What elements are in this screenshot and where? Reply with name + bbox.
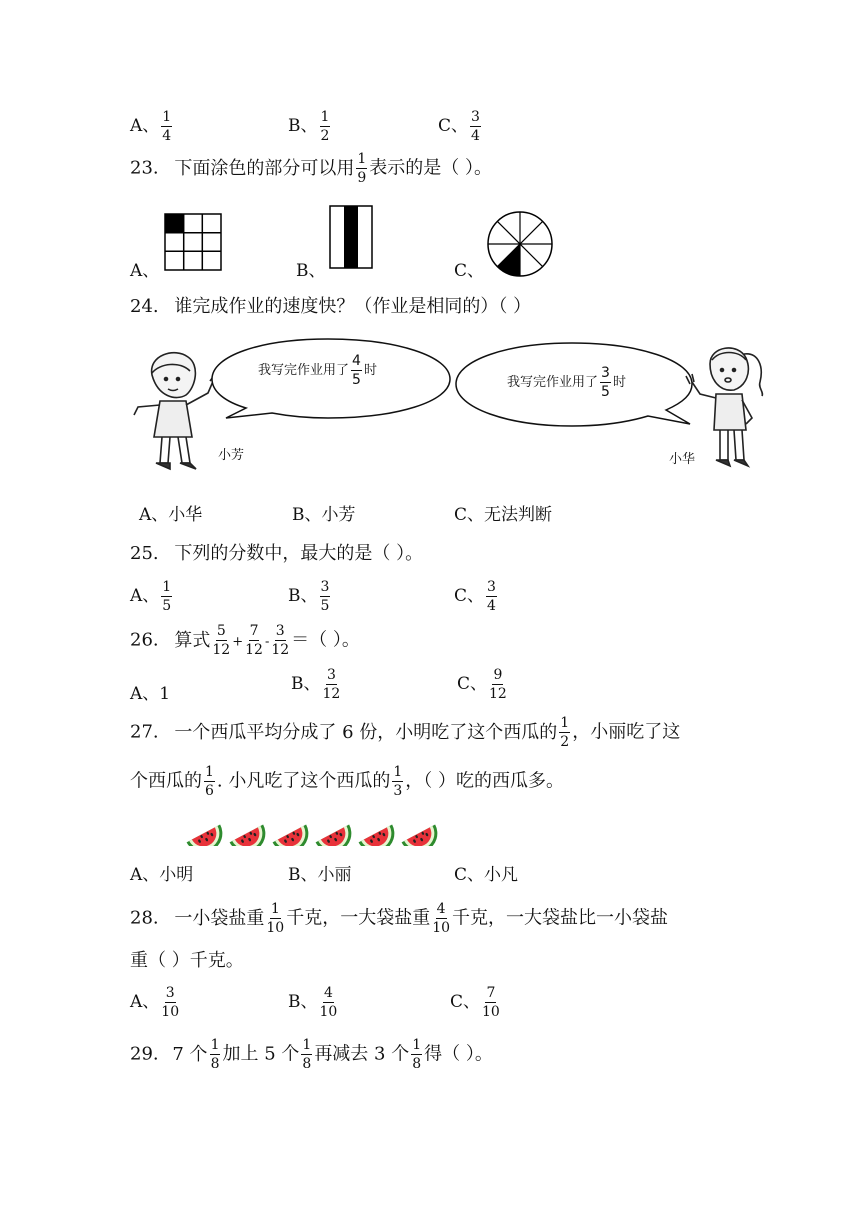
denominator: 8 [210, 1056, 220, 1072]
numerator: 1 [205, 764, 214, 780]
fraction [212, 624, 230, 657]
denominator: 4 [487, 598, 496, 614]
fraction [245, 624, 263, 657]
option-label: A、 [130, 992, 160, 1012]
numerator: 3 [601, 365, 610, 381]
watermelon-slices [180, 806, 442, 846]
numerator: 4 [352, 353, 361, 369]
question-text: 下面涂色的部分可以用 [174, 157, 355, 179]
bubble-right-text [507, 366, 626, 399]
q26-option-b[interactable] [291, 668, 342, 701]
question-text: . 小凡吃了这个西瓜的 [216, 770, 391, 792]
q24-option-b[interactable]: B、小芳 [292, 505, 356, 525]
strip-figure [329, 205, 373, 269]
option-label: B、 [288, 116, 318, 136]
q22-option-c[interactable] [438, 110, 483, 143]
fraction [482, 986, 500, 1019]
option-label: C、 [450, 992, 481, 1012]
fraction [411, 1038, 422, 1071]
fraction [320, 580, 331, 613]
fraction [470, 110, 481, 143]
question-text: 一个西瓜平均分成了 6 份，小明吃了这个西瓜的 [174, 721, 558, 743]
question-text: 下列的分数中，最大的是（ ）。 [174, 543, 424, 564]
bubble-text: 我写完作业用了 [507, 375, 599, 390]
q24-option-c[interactable]: C、无法判断 [454, 505, 553, 525]
denominator: 5 [352, 372, 361, 388]
question-text: 千克，一大袋盐比一小袋盐 [452, 907, 669, 929]
fraction [161, 986, 179, 1019]
question-number: 26. [130, 629, 159, 651]
numerator: 9 [493, 667, 503, 683]
question-text: 再减去 3 个 [314, 1043, 410, 1065]
denominator: 10 [161, 1004, 180, 1020]
q28-line-2: 重（ ）千克。 [130, 950, 244, 971]
q26-option-c[interactable] [457, 668, 509, 701]
denominator: 9 [357, 170, 367, 186]
fraction [204, 765, 215, 798]
fraction [320, 986, 338, 1019]
fraction [301, 1038, 312, 1071]
denominator: 6 [205, 783, 214, 799]
fraction [271, 624, 289, 657]
denominator: 10 [432, 920, 451, 936]
numerator: 3 [471, 109, 480, 125]
numerator: 3 [487, 579, 496, 595]
q25-option-a[interactable] [130, 580, 174, 613]
denominator: 12 [212, 642, 231, 658]
question-text: 加上 5 个 [222, 1043, 300, 1065]
fraction [486, 580, 497, 613]
q28-option-a[interactable] [130, 986, 181, 1019]
bubble-text: 时 [363, 363, 377, 378]
option-label: B、 [288, 586, 318, 606]
q24-question [130, 298, 531, 316]
option-label: B、 [291, 674, 321, 694]
numerator: 7 [249, 623, 259, 639]
question-text: ，小丽吃了这 [572, 721, 681, 743]
question-text: 7 个 [172, 1043, 208, 1065]
numerator: 1 [393, 764, 403, 780]
option-label: C、 [438, 116, 469, 136]
q27-line-1 [130, 716, 680, 749]
denominator: 4 [471, 128, 480, 144]
denominator: 2 [560, 734, 570, 750]
fraction [351, 354, 362, 387]
denominator: 2 [320, 128, 330, 144]
numerator: 1 [560, 715, 570, 731]
denominator: 12 [271, 642, 290, 658]
fraction [210, 1038, 221, 1071]
fraction [356, 152, 367, 185]
denominator: 5 [320, 598, 330, 614]
denominator: 12 [245, 642, 263, 658]
question-text: 千克，一大袋盐重 [286, 907, 431, 929]
question-number: 23. [130, 157, 159, 179]
fraction [323, 668, 341, 701]
question-text: 表示的是（ ）。 [369, 157, 493, 179]
q27-option-b[interactable]: B、小丽 [288, 865, 352, 885]
numerator: 1 [357, 151, 367, 167]
q23-option-b[interactable]: B、 [296, 261, 326, 281]
numerator: 3 [320, 579, 330, 595]
option-label: A、 [130, 586, 160, 606]
q23-option-c[interactable]: C、 [454, 261, 485, 281]
numerator: 1 [320, 109, 330, 125]
denominator: 12 [489, 686, 507, 702]
question-text: ，（ ）吃的西瓜多。 [405, 770, 565, 792]
operator: + [232, 634, 244, 650]
question-text: 个西瓜的 [130, 770, 202, 792]
question-text: 谁完成作业的速度快？（作业是相同的）（ ） [174, 296, 532, 317]
option-label: A、 [130, 116, 160, 136]
option-label: B、 [288, 992, 318, 1012]
q28-option-b[interactable] [288, 986, 339, 1019]
question-number: 29. [130, 1043, 159, 1065]
numerator: 7 [486, 985, 496, 1001]
name-left: 小芳 [218, 448, 245, 463]
q25-option-b[interactable] [288, 580, 332, 613]
name-right: 小华 [669, 452, 696, 467]
numerator: 4 [323, 985, 333, 1001]
q27-line-2 [130, 765, 564, 798]
denominator: 10 [319, 1004, 338, 1020]
denominator: 8 [302, 1056, 312, 1072]
q27-option-c[interactable]: C、小凡 [454, 865, 519, 885]
fraction [600, 366, 611, 399]
denominator: 5 [162, 598, 172, 614]
question-number: 28. [130, 907, 159, 929]
numerator: 1 [270, 901, 280, 917]
option-label: C、 [454, 586, 485, 606]
denominator: 10 [266, 920, 285, 936]
fraction [161, 580, 172, 613]
numerator: 1 [162, 579, 172, 595]
question-number: 27. [130, 721, 159, 743]
fraction [489, 668, 507, 701]
numerator: 1 [302, 1037, 312, 1053]
grid-figure [164, 213, 222, 271]
denominator: 3 [393, 783, 403, 799]
question-text: 一小袋盐重 [174, 907, 265, 929]
fraction [392, 765, 403, 798]
question-text: 算式 [174, 629, 211, 651]
numerator: 1 [210, 1037, 220, 1053]
q26-question [130, 624, 360, 657]
fraction [266, 902, 284, 935]
q23-question [130, 152, 492, 185]
numerator: 3 [326, 667, 336, 683]
denominator: 10 [482, 1004, 500, 1020]
q26-option-a[interactable]: A、1 [130, 684, 171, 704]
numerator: 3 [165, 985, 175, 1001]
numerator: 3 [275, 623, 285, 639]
bubble-left-text [258, 354, 377, 387]
fraction [320, 110, 331, 143]
bubble-text: 我写完作业用了 [258, 363, 350, 378]
q28-option-c[interactable] [450, 986, 502, 1019]
fraction [432, 902, 450, 935]
q22-option-a[interactable] [130, 110, 174, 143]
q28-line-1 [130, 902, 668, 935]
denominator: 4 [162, 128, 172, 144]
numerator: 5 [216, 623, 226, 639]
numerator: 1 [162, 109, 172, 125]
question-number: 24. [130, 296, 159, 317]
fraction [161, 110, 172, 143]
question-text: 得（ ）。 [424, 1043, 493, 1065]
denominator: 5 [601, 384, 610, 400]
denominator: 12 [322, 686, 341, 702]
q22-option-b[interactable] [288, 110, 332, 143]
numerator: 1 [412, 1037, 422, 1053]
question-number: 25. [130, 543, 159, 564]
q25-question [130, 545, 423, 563]
q29-question [130, 1038, 493, 1071]
q23-option-a[interactable]: A、 [130, 261, 160, 281]
q25-option-c[interactable] [454, 580, 499, 613]
circle-figure [486, 210, 554, 278]
operator: - [264, 634, 270, 650]
denominator: 8 [412, 1056, 422, 1072]
fraction [559, 716, 570, 749]
option-label: C、 [457, 674, 488, 694]
q27-option-a[interactable]: A、小明 [130, 865, 194, 885]
question-text: ＝（ ）。 [291, 629, 360, 651]
bubble-text: 时 [612, 375, 626, 390]
q24-option-a[interactable]: A、小华 [139, 505, 203, 525]
numerator: 4 [436, 901, 446, 917]
girl-right-illustration [682, 338, 778, 476]
